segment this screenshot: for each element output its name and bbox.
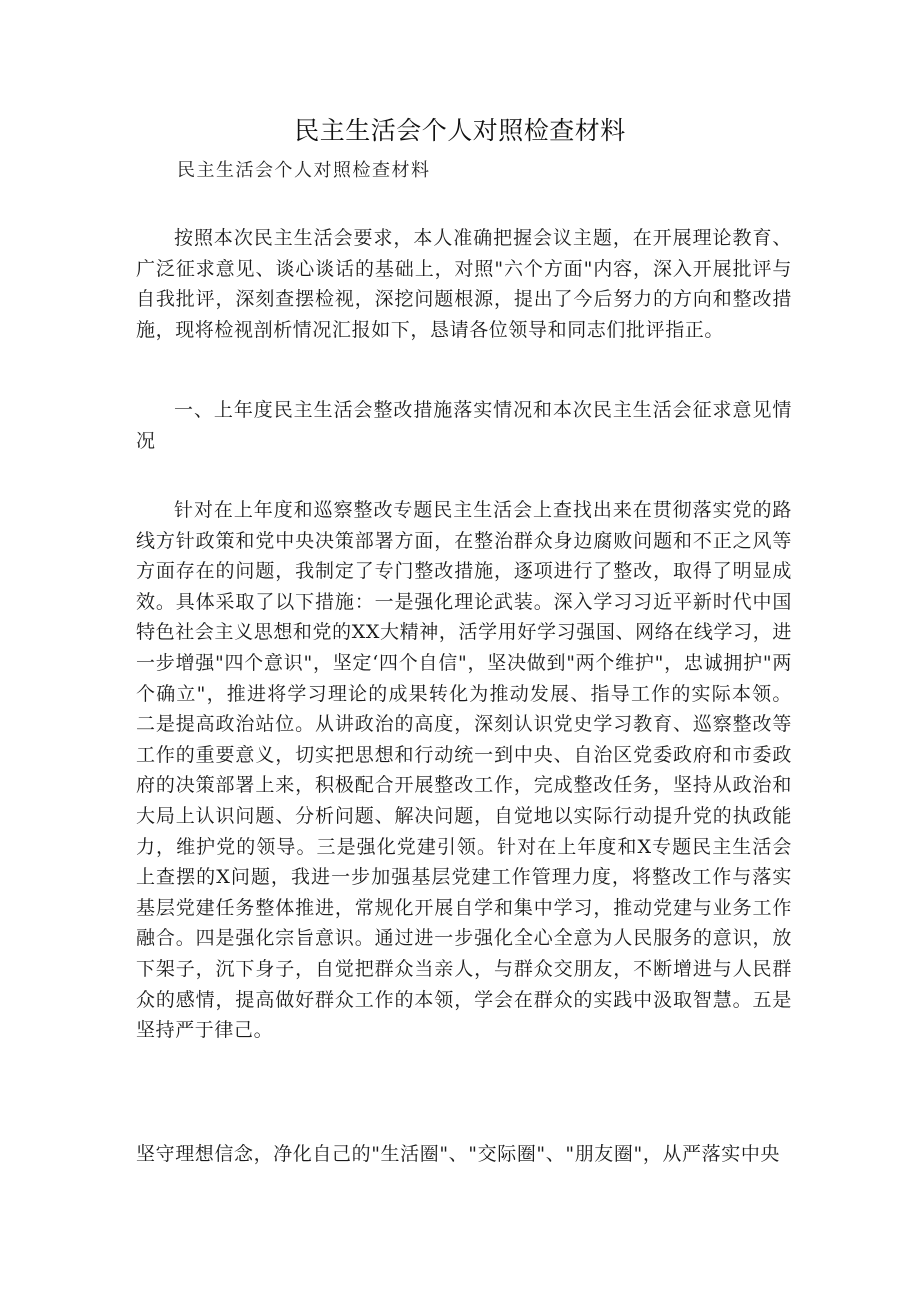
intro-paragraph: 按照本次民主生活会要求，本人准确把握会议主题，在开展理论教育、广泛征求意见、谈心谈话的基础上，对照"六个方面"内容，深入开展批评与自我批评，深刻查摆检视，深挖问题根源，提出了今后努力的方向和整改措施，现将检视剖析情况汇报如下，恳请各位领导和同志们批评指正。 — [136, 227, 792, 341]
continuation-paragraph: 坚守理想信念，净化自己的"生活圈"、"交际圈"、"朋友圈"，从严落实中央 — [136, 1143, 781, 1165]
document-subtitle: 民主生活会个人对照检查材料 — [177, 160, 431, 181]
document-title: 民主生活会个人对照检查材料 — [294, 116, 626, 145]
section-heading-1: 一、上年度民主生活会整改措施落实情况和本次民主生活会征求意见情况 — [136, 399, 792, 452]
body-paragraph: 针对在上年度和巡察整改专题民主生活会上查找出来在贯彻落实党的路线方针政策和党中央决策部署方面，在整治群众身边腐败问题和不正之风等方面存在的问题，我制定了专门整改措施，逐项进行了整改，取得了明显成效。具体采取了以下措施：一是强化理论武装。深入学习习近平新时代中国特色社会主义思想和党的XX大精神，活学用好学习强国、网络在线学习，进一步增强"四个意识"，坚定‘四个自信"，坚决做到"两个维护"，忠诚拥护"两个确立"，推进将学习理论的成果转化为推动发展、指导工作的实际本领。二是提高政治站位。从讲政治的高度，深刻认识党史学习教育、巡察整改等工作的重要意义，切实把思想和行动统一到中央、自治区党委政府和市委政府的决策部署上来，积极配合开展整改工作，完成整改任务，坚持从政治和大局上认识问题、分析问题、解决问题，自觉地以实际行动提升党的执政能力，维护党的领导。三是强化党建引领。针对在上年度和X专题民主生活会上查摆的X问题，我进一步加强基层党建工作管理力度，将整改工作与落实基层党建任务整体推进，常规化开展自学和集中学习，推动党建与业务工作融合。四是强化宗旨意识。通过进一步强化全心全意为人民服务的意识，放下架子，沉下身子，自觉把群众当亲人，与群众交朋友，不断增进与人民群众的感情，提高做好群众工作的本领，学会在群众的实践中汲取智慧。五是坚持严于律己。 — [136, 499, 792, 1042]
